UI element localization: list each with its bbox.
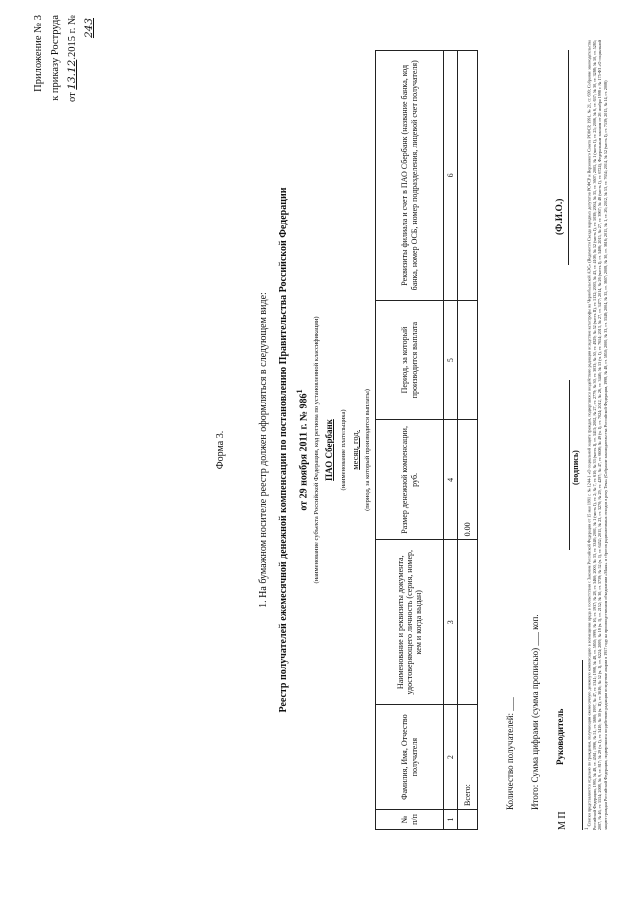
payer-name: ПАО Сбербанк	[324, 419, 334, 481]
appendix-block	[30, 15, 98, 130]
total-empty-cell	[458, 51, 478, 301]
register-title: Реестр получателей ежемесячной денежной компенсации по постановлению Правительства Российской Федерации	[278, 187, 289, 713]
period-note: (период, за который производятся выплаты)	[364, 389, 371, 511]
header-cell-amount: Размер денежной компенсации, руб.	[376, 420, 444, 540]
subject-note: (наименование субъекта Российской Федерации, код региона по установленной классификации)	[313, 316, 320, 584]
month-year: месяц, год.	[350, 430, 360, 470]
index-cell: 3	[444, 540, 458, 705]
total-empty-cell	[458, 300, 478, 420]
footnote-text: Списки представляются отдельно по гражданам, получающим ежемесячную денежную компенсацию в возмещение вреда в соответствии с Законом Российской Федерации от 15 мая 1991 г. № 1244-1 «О социальной защите граждан, подвергшихся воздействию радиации вследствие катастрофы на Чернобыльской АЭС» (Ведомости Съезда народных депутатов РСФСР и Верховного Совета РСФСР, 1991, № 21, ст. 699; Собрание законодательства Российской Федерации, 1995, № 48, ст. 4561; 1996, № 51, ст. 5680; 1997, № 47, ст. 5341; 1998, № 48, ст. 5850; 1999, № 16, ст. 1937; № 28, ст. 3460; 2000, № 33, ст. 3348; 2001, № 1 (часть I), ст. 2; № 7, ст. 610; № 33 (часть I), ст. 3413; 2002, № 27, ст. 2779; № 30, ст. 3033; № 50, ст. 4929; № 52 (часть II), ст. 5132; 2003, № 43, ст. 4108; № 52 (часть I), ст. 5038; 2004, № 35, ст. 3607; 2005, № 1 (часть I), ст. 25; 2006, № 6, ст. 637; № 30, ст. 3288; № 50, ст. 5285; 2007, № 46, ст. 5554; 2008, № 9, ст. 817; № 29 (ч. I), ст. 3410; № 30 (ч. II), ст. 3616; № 52 (ч. I), ст. 6224; 2009, № 18 (ч. I), ст. 2152; № 30, ст. 3739; № 52 (ч. I), ст. 6452; 2011, № 23, ст. 3270; № 29, ст. 4297; № 47, ст. 6608; № 49 (ч. I), ст. 7024; 2012, № 26, ст. 3446; № 53 (ч. I), ст. 7654; 2013, № 27, ст. 3477; 2014, № 26 (часть I), ст. 3406; 2015, № 27, ст. 3967; № 48 (часть I), ст. 6724), Федеральным законом от 26 ноября 1998 г. № 175-ФЗ «О социальной защите граждан Российской Федерации, подвергшихся воздействию радиации вследствие аварии в 1957 году на производственном объединении «Маяк» и сбросов радиоактивных отходов в реку Теча» (Собрание законодательства Российской Федерации, 1998, № 48, ст. 5850; 2000, № 33, ст. 3348; 2004, № 35, ст. 3607; 2008, № 30, ст. 3616; 2011, № 1, ст. 26; 2012, № 53, ст. 7654; 2014, № 52 (часть I), ст. 7539; 2015, № 14, ст. 2008)	[586, 40, 608, 830]
appendix-number: Приложение № 3	[33, 15, 44, 92]
total-label-cell: Всего:	[458, 705, 478, 810]
total-in-words: Итого: Сумма цифрами (сумма прописью) ___ коп.	[530, 614, 540, 810]
appendix-date-year: .2015 г.	[67, 27, 78, 60]
appendix-date-day: 13.12	[66, 59, 78, 90]
table-header-row	[376, 51, 444, 830]
footnote	[585, 40, 608, 830]
register-date	[295, 50, 309, 850]
head-label: Руководитель	[555, 708, 565, 765]
header-cell-period: Период, за который производится выплата	[376, 300, 444, 420]
fio-line	[568, 50, 569, 265]
recipients-count-label: Количество получателей:	[505, 712, 515, 810]
appendix-date-line	[64, 15, 98, 130]
recipients-count: Количество получателей: ___	[505, 697, 515, 810]
register-date-footnote-mark: 1	[295, 389, 304, 394]
table-index-row	[444, 51, 458, 830]
index-cell: 2	[444, 705, 458, 810]
header-cell-bank-details: Реквизиты филиала и счет в ПАО Сбербанк (название банка, код банка, номер ОСБ, номер подразделения, лицевой счет получателя)	[376, 51, 444, 301]
index-cell: 4	[444, 420, 458, 540]
appendix-number-sign: №	[67, 15, 78, 26]
register-table	[375, 50, 478, 830]
index-cell: 5	[444, 300, 458, 420]
index-cell: 1	[444, 810, 458, 830]
signature-label: (подпись)	[571, 450, 580, 485]
appendix-order-number: 243	[83, 17, 95, 39]
total-in-words-suffix: коп.	[530, 614, 540, 630]
total-in-words-label: Итого: Сумма цифрами (сумма прописью)	[530, 647, 540, 810]
fio-label: (Ф.И.О.)	[555, 198, 565, 235]
total-value-cell: 0.00	[458, 420, 478, 540]
appendix-order: к приказу Роструда	[50, 15, 61, 101]
index-cell: 6	[444, 51, 458, 301]
header-cell-name: Фамилия, Имя, Отчество получателя	[376, 705, 444, 810]
total-empty-cell	[458, 810, 478, 830]
appendix-date-prefix: от	[67, 92, 78, 103]
form-title: Форма 3.	[215, 430, 226, 470]
footnote-mark: 1	[585, 827, 590, 830]
payer-note: (наименование плательщика)	[340, 409, 347, 491]
intro-text: 1. На бумажном носителе реестр должен оформляться в следующем виде:	[258, 292, 269, 608]
header-cell-number: № п/п	[376, 810, 444, 830]
signature-line	[569, 380, 570, 550]
table-total-row	[458, 51, 478, 830]
register-date-text: от 29 ноября 2011 г. № 986	[298, 393, 310, 511]
stamp-place: М П	[557, 811, 568, 830]
total-empty-cell	[458, 540, 478, 705]
header-cell-document: Наименование и реквизиты документа, удостоверяющего личность (серия, номер, кем и когда выдан)	[376, 540, 444, 705]
footnote-divider	[582, 660, 583, 830]
